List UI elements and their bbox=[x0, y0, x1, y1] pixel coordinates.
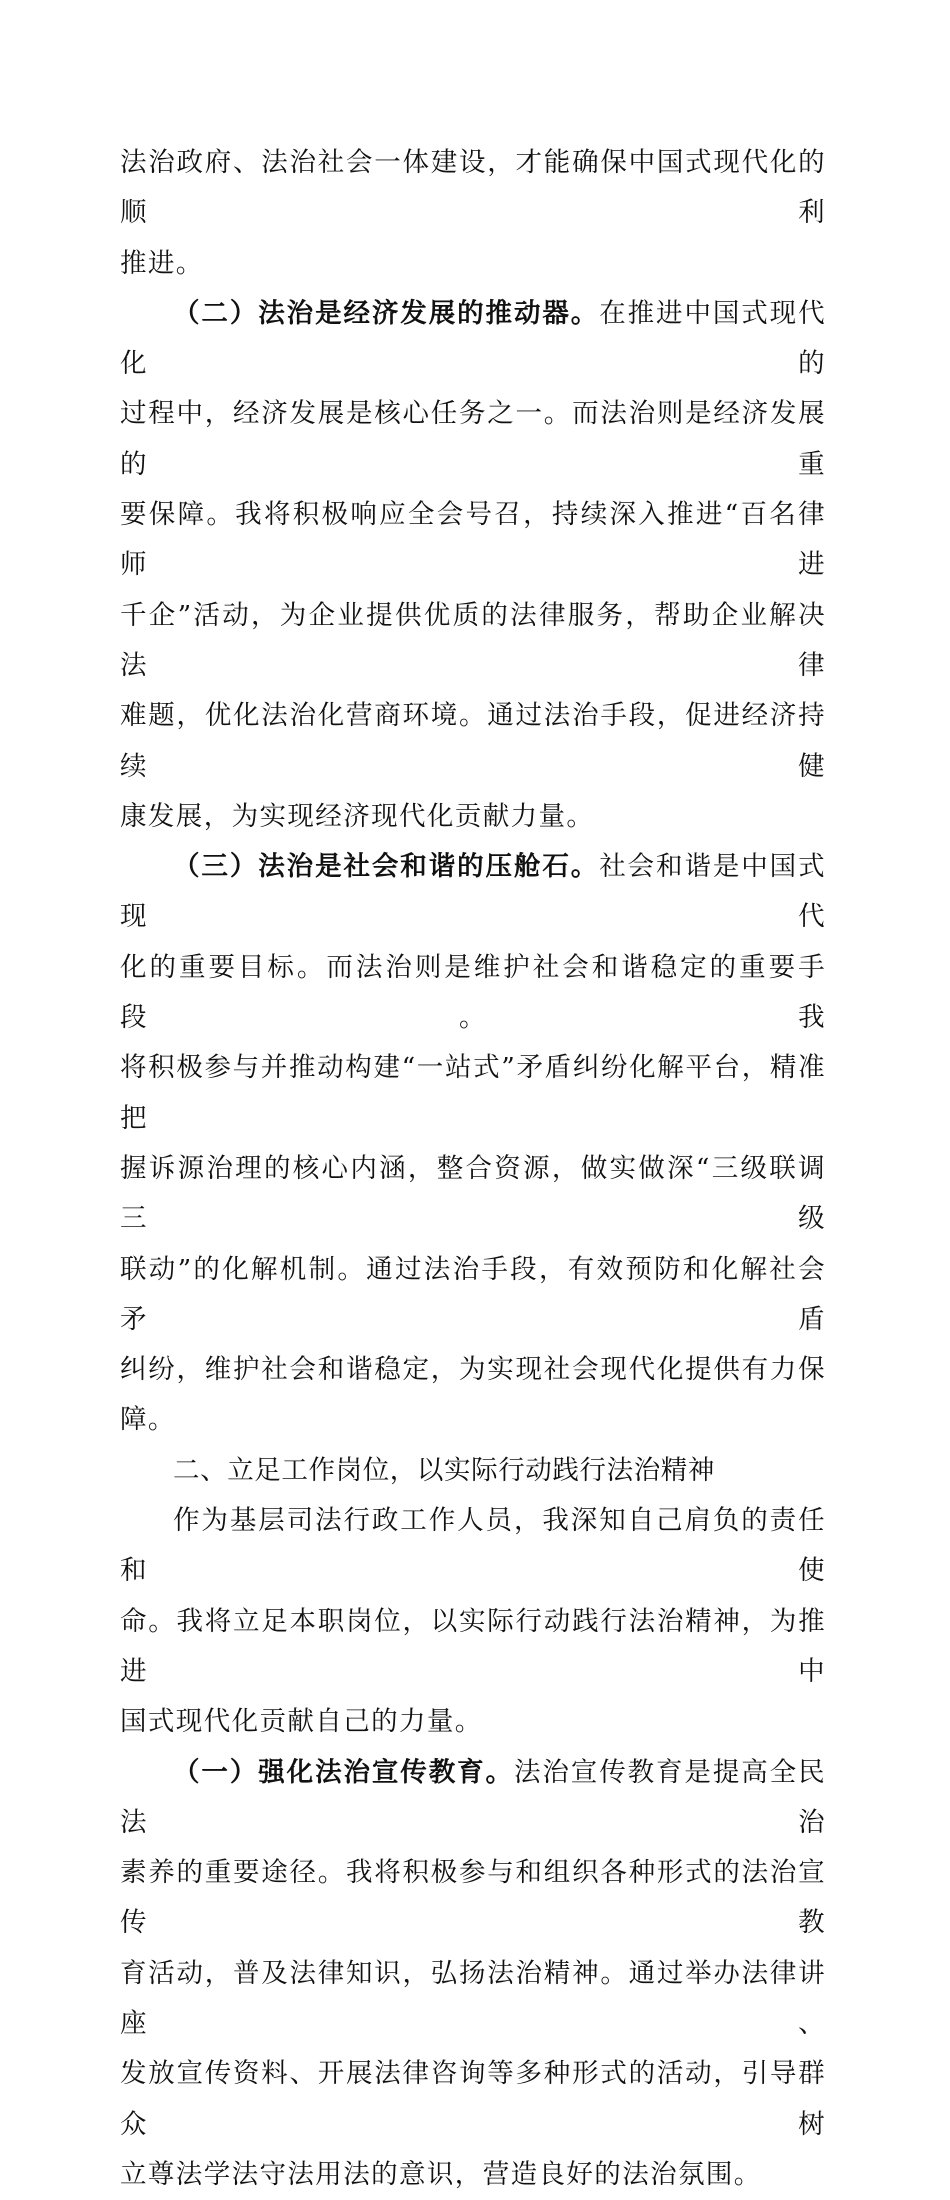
text-line: 过程中，经济发展是核心任务之一。而法治则是经济发展的重 bbox=[120, 389, 826, 490]
document-page bbox=[120, 138, 826, 2200]
text-line: 纠纷，维护社会和谐稳定，为实现社会现代化提供有力保障。 bbox=[120, 1345, 826, 1446]
text-line: 法治政府、法治社会一体建设，才能确保中国式现代化的顺利 bbox=[120, 138, 826, 239]
paragraph-lead: （三）法治是社会和谐的压舱石。 bbox=[173, 851, 599, 882]
text-segment: 社会和谐是中国式现代 bbox=[120, 851, 826, 932]
paragraph-lead: （一）强化法治宣传教育。 bbox=[173, 1757, 514, 1788]
text-line: 作为基层司法行政工作人员，我深知自己肩负的责任和使 bbox=[120, 1496, 826, 1597]
text-line: 千企”活动，为企业提供优质的法律服务，帮助企业解决法律 bbox=[120, 591, 826, 692]
text-line: 握诉源治理的核心内涵，整合资源，做实做深“三级联调三级 bbox=[120, 1144, 826, 1245]
text-line: 育活动，普及法律知识，弘扬法治精神。通过举办法律讲座、 bbox=[120, 1949, 826, 2050]
paragraph-lead: （二）法治是经济发展的推动器。 bbox=[173, 298, 599, 329]
text-line bbox=[120, 842, 826, 943]
text-segment: 法治宣传教育是提高全民法治 bbox=[120, 1757, 826, 1838]
text-line: 素养的重要途径。我将积极参与和组织各种形式的法治宣传教 bbox=[120, 1848, 826, 1949]
text-line bbox=[120, 1748, 826, 1849]
section-heading: 二、立足工作岗位，以实际行动践行法治精神 bbox=[120, 1446, 826, 1496]
paragraph-role bbox=[120, 1496, 826, 1747]
text-line: 国式现代化贡献自己的力量。 bbox=[120, 1697, 826, 1747]
text-line: 联动”的化解机制。通过法治手段，有效预防和化解社会矛盾 bbox=[120, 1245, 826, 1346]
text-line: 难题，优化法治化营商环境。通过法治手段，促进经济持续健 bbox=[120, 691, 826, 792]
paragraph-continuation bbox=[120, 138, 826, 289]
paragraph-society bbox=[120, 842, 826, 1446]
text-line: 命。我将立足本职岗位，以实际行动践行法治精神，为推进中 bbox=[120, 1597, 826, 1698]
text-line: 康发展，为实现经济现代化贡献力量。 bbox=[120, 792, 826, 842]
text-line: 推进。 bbox=[120, 239, 826, 289]
text-line: 要保障。我将积极响应全会号召，持续深入推进“百名律师进 bbox=[120, 490, 826, 591]
text-segment: 在推进中国式现代化的 bbox=[120, 298, 826, 379]
text-line: 化的重要目标。而法治则是维护社会和谐稳定的重要手段。我 bbox=[120, 943, 826, 1044]
paragraph-economy bbox=[120, 289, 826, 842]
text-line: 发放宣传资料、开展法律咨询等多种形式的活动，引导群众树 bbox=[120, 2049, 826, 2150]
text-line: 立尊法学法守法用法的意识，营造良好的法治氛围。 bbox=[120, 2150, 826, 2200]
text-line: 将积极参与并推动构建“一站式”矛盾纠纷化解平台，精准把 bbox=[120, 1043, 826, 1144]
paragraph-education bbox=[120, 1748, 826, 2200]
text-line bbox=[120, 289, 826, 390]
